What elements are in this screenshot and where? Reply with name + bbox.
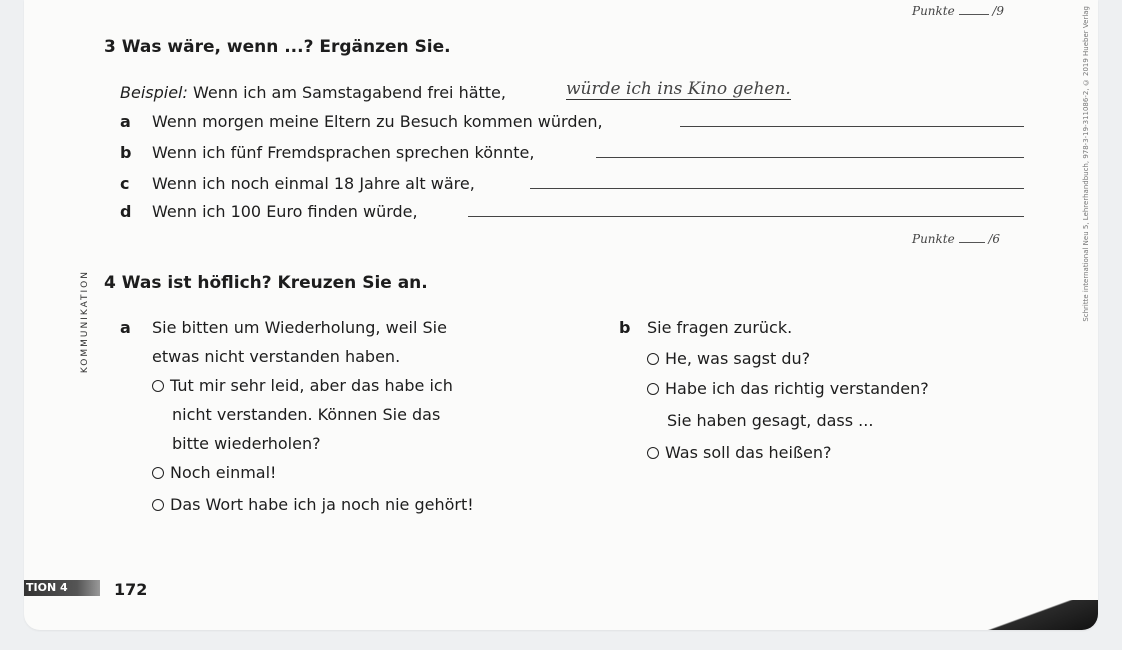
answer-blank-b[interactable] (596, 157, 1024, 158)
option-text: He, was sagst du? (665, 349, 811, 368)
exercise4-heading: 4 Was ist höflich? Kreuzen Sie an. (104, 273, 428, 293)
score-mid (912, 232, 1000, 246)
exercise3-heading: 3 Was wäre, wenn ...? Ergänzen Sie. (104, 37, 451, 57)
option-text: Tut mir sehr leid, aber das habe ich (170, 376, 453, 395)
radio-circle-icon[interactable] (647, 447, 659, 459)
option-text-cont: nicht verstanden. Können Sie das (172, 405, 441, 424)
side-section-label: KOMMUNIKATION (80, 270, 90, 374)
page-number: 172 (114, 580, 148, 599)
option-text: Habe ich das richtig verstanden? (665, 379, 929, 398)
radio-circle-icon[interactable] (152, 499, 164, 511)
option-text-cont: bitte wiederholen? (172, 434, 321, 453)
answer-blank-c[interactable] (530, 188, 1024, 189)
item-letter: d (120, 202, 132, 221)
radio-circle-icon[interactable] (152, 380, 164, 392)
item-text: Wenn ich noch einmal 18 Jahre alt wäre, (152, 174, 475, 193)
prompt-text: Sie fragen zurück. (647, 318, 793, 337)
part-a-prompt (120, 318, 447, 337)
example-label: Beispiel: (120, 83, 188, 102)
item-letter: b (120, 143, 132, 162)
answer-blank-a[interactable] (680, 126, 1024, 127)
worksheet-page (24, 0, 1098, 630)
option-a2[interactable] (152, 463, 276, 482)
item-letter: c (120, 174, 130, 193)
item-text: Wenn morgen meine Eltern zu Besuch kommen würden, (152, 112, 603, 131)
item-c (120, 174, 475, 193)
item-a (120, 112, 603, 131)
prompt-text: Sie bitten um Wiederholung, weil Sie (152, 318, 447, 337)
score-value: /9 (992, 4, 1005, 18)
part-letter: a (120, 318, 131, 337)
example-answer: würde ich ins Kino gehen. (566, 79, 791, 99)
item-text: Wenn ich fünf Fremdsprachen sprechen könnte, (152, 143, 535, 162)
prompt-text-cont: etwas nicht verstanden haben. (152, 347, 401, 366)
option-text: Was soll das heißen? (665, 443, 832, 462)
item-b (120, 143, 534, 162)
option-b1[interactable] (647, 349, 810, 368)
option-text: Das Wort habe ich ja noch nie gehört! (170, 495, 474, 514)
section-tag: TION 4 (24, 580, 100, 596)
score-value: /6 (988, 232, 1001, 246)
answer-blank-d[interactable] (468, 216, 1024, 217)
part-b-prompt (619, 318, 792, 337)
option-a3[interactable] (152, 495, 474, 514)
radio-circle-icon[interactable] (647, 383, 659, 395)
option-text-cont: Sie haben gesagt, dass ... (667, 411, 874, 430)
item-text: Wenn ich 100 Euro finden würde, (152, 202, 418, 221)
radio-circle-icon[interactable] (152, 467, 164, 479)
radio-circle-icon[interactable] (647, 353, 659, 365)
item-d (120, 202, 418, 221)
option-text: Noch einmal! (170, 463, 277, 482)
option-b3[interactable] (647, 443, 832, 462)
part-letter: b (619, 318, 631, 337)
option-b2[interactable] (647, 379, 929, 398)
score-label: Punkte (912, 4, 955, 18)
score-top (912, 4, 1004, 18)
item-letter: a (120, 112, 131, 131)
option-a1[interactable] (152, 376, 453, 395)
example-text: Wenn ich am Samstagabend frei hätte, (192, 83, 506, 102)
copyright-credit: Schritte international Neu 5, Lehrerhandbuch, 978-3-19-311086-2, © 2019 Hueber Verlag (1082, 6, 1090, 322)
page-edge-shadow (958, 600, 1098, 630)
example-line (120, 83, 506, 102)
score-label: Punkte (912, 232, 955, 246)
